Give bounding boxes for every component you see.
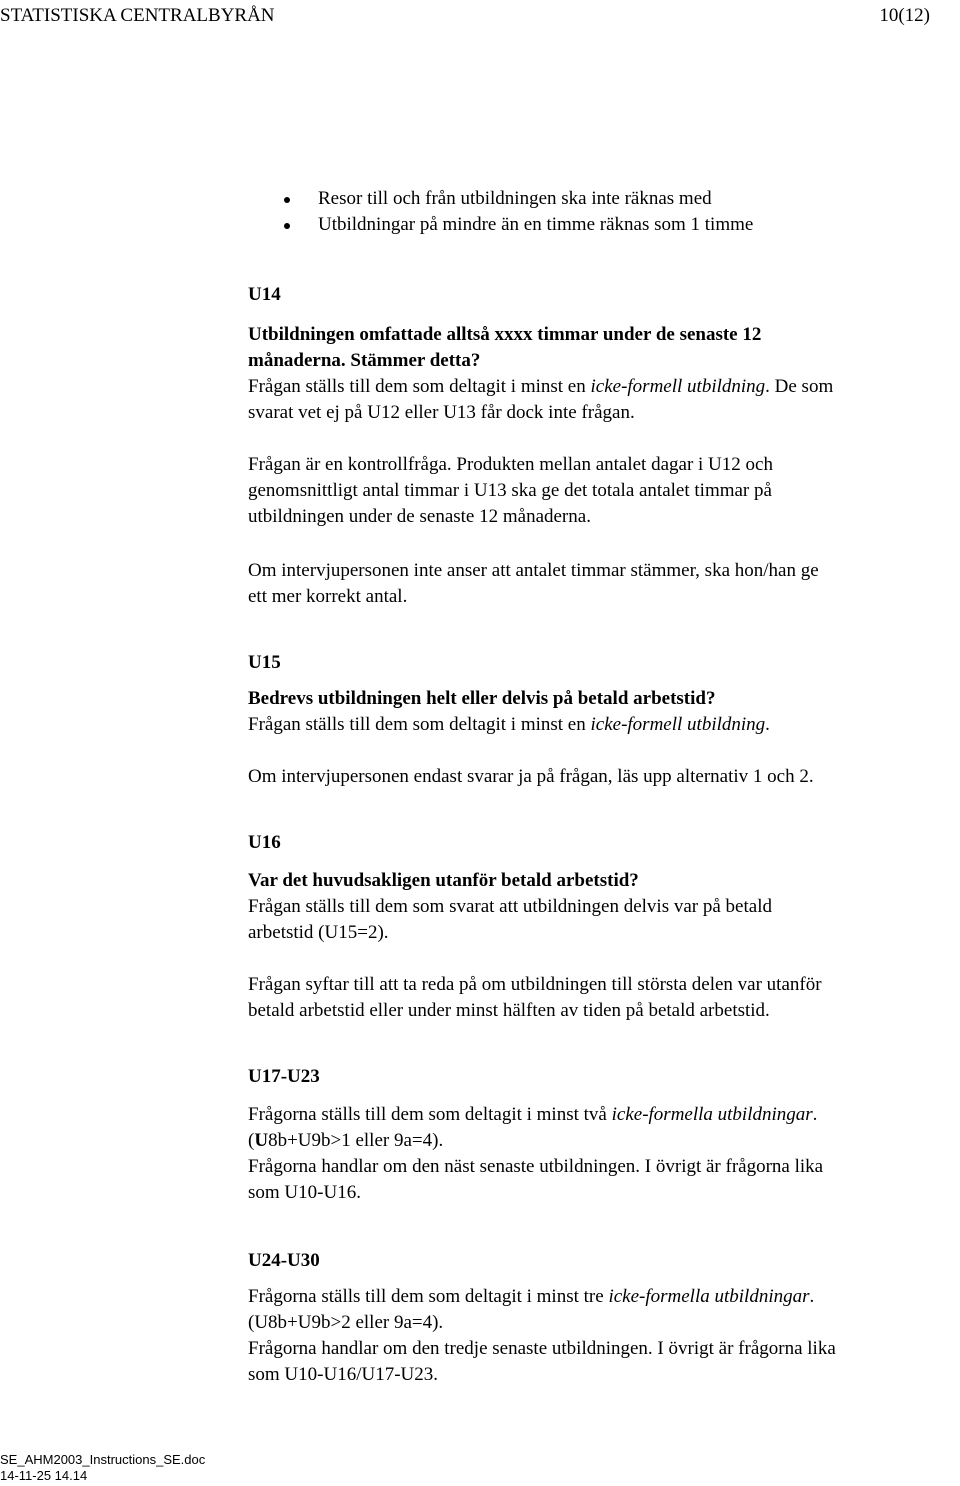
u16-question: Var det huvudsakligen utanför betald arbetstid? Frågan ställs till dem som svarat att utbildningen delvis var på betald arbetstid (U15=2). (248, 870, 772, 943)
list-item: Resor till och från utbildningen ska inte räknas med (248, 186, 753, 212)
section-u17-u23 (248, 1064, 960, 1090)
u17-asked: Frågorna ställs till dem som deltagit i minst två icke-formella utbildningar. (248, 1104, 818, 1125)
u15-note: Om intervjupersonen endast svarar ja på frågan, läs upp alternativ 1 och 2. (248, 766, 814, 787)
u15-question: Bedrevs utbildningen helt eller delvis på betald arbetstid? Frågan ställs till dem som deltagit i minst en icke-formell utbildning. (248, 686, 960, 738)
section-u24-u30 (248, 1248, 960, 1274)
u24-asked: Frågorna ställs till dem som deltagit i minst tre icke-formella utbildningar. (248, 1286, 815, 1307)
bullet-icon (284, 197, 290, 203)
section-code: U16 (248, 832, 281, 853)
u17-body: Frågorna ställs till dem som deltagit i minst två icke-formella utbildningar. (U8b+U9b>1 eller 9a=4). Frågorna handlar om den näst senaste utbildningen. I övrigt är frågorna lika som U10-U16. (248, 1102, 960, 1206)
bullet-icon (284, 223, 290, 229)
page-footer (0, 1452, 205, 1484)
u14-asked: Frågan ställs till dem som deltagit i minst en icke-formell utbildning. De som (248, 376, 834, 397)
section-u14 (248, 282, 960, 308)
list-item: Utbildningar på mindre än en timme räknas som 1 timme (248, 212, 753, 238)
u14-question: Utbildningen omfattade alltså xxxx timmar under de senaste 12 månaderna. Stämmer detta? Frågan ställs till dem som deltagit i minst en icke-formell utbildning. De som svarat vet ej på U12 eller U13 får dock inte frågan. (248, 322, 960, 426)
organization-name: STATISTISKA CENTRALBYRÅN (0, 5, 275, 26)
section-code: U15 (248, 652, 281, 673)
footer-filename: SE_AHM2003_Instructions_SE.doc (0, 1452, 206, 1467)
section-code: U17-U23 (248, 1066, 320, 1087)
section-u15 (248, 650, 960, 676)
u17-condition: (U8b+U9b>1 eller 9a=4). (248, 1130, 444, 1151)
u14-control: Frågan är en kontrollfråga. Produkten mellan antalet dagar i U12 och genomsnittligt antal timmar i U13 ska ge det totala antalet timmar på utbildningen under de senaste 12 månaderna. (248, 454, 773, 527)
section-code: U24-U30 (248, 1250, 320, 1271)
u16-purpose: Frågan syftar till att ta reda på om utbildningen till största delen var utanför betald arbetstid eller under minst hälften av tiden på betald arbetstid. (248, 974, 822, 1021)
u24-body: Frågorna ställs till dem som deltagit i minst tre icke-formella utbildningar. (U8b+U9b>2 eller 9a=4). Frågorna handlar om den tredje senaste utbildningen. I övrigt är frågorna lika som U10-U16/U17-U23. (248, 1284, 960, 1388)
page-number: 10(12) (879, 5, 930, 26)
u15-asked: Frågan ställs till dem som deltagit i minst en icke-formell utbildning. (248, 714, 770, 735)
u14-note: Om intervjupersonen inte anser att antalet timmar stämmer, ska hon/han ge ett mer korrekt antal. (248, 560, 819, 607)
footer-date: 14-11-25 14.14 (0, 1468, 88, 1483)
bullet-list (248, 186, 753, 238)
section-u16 (248, 830, 960, 856)
section-code: U14 (248, 284, 281, 305)
